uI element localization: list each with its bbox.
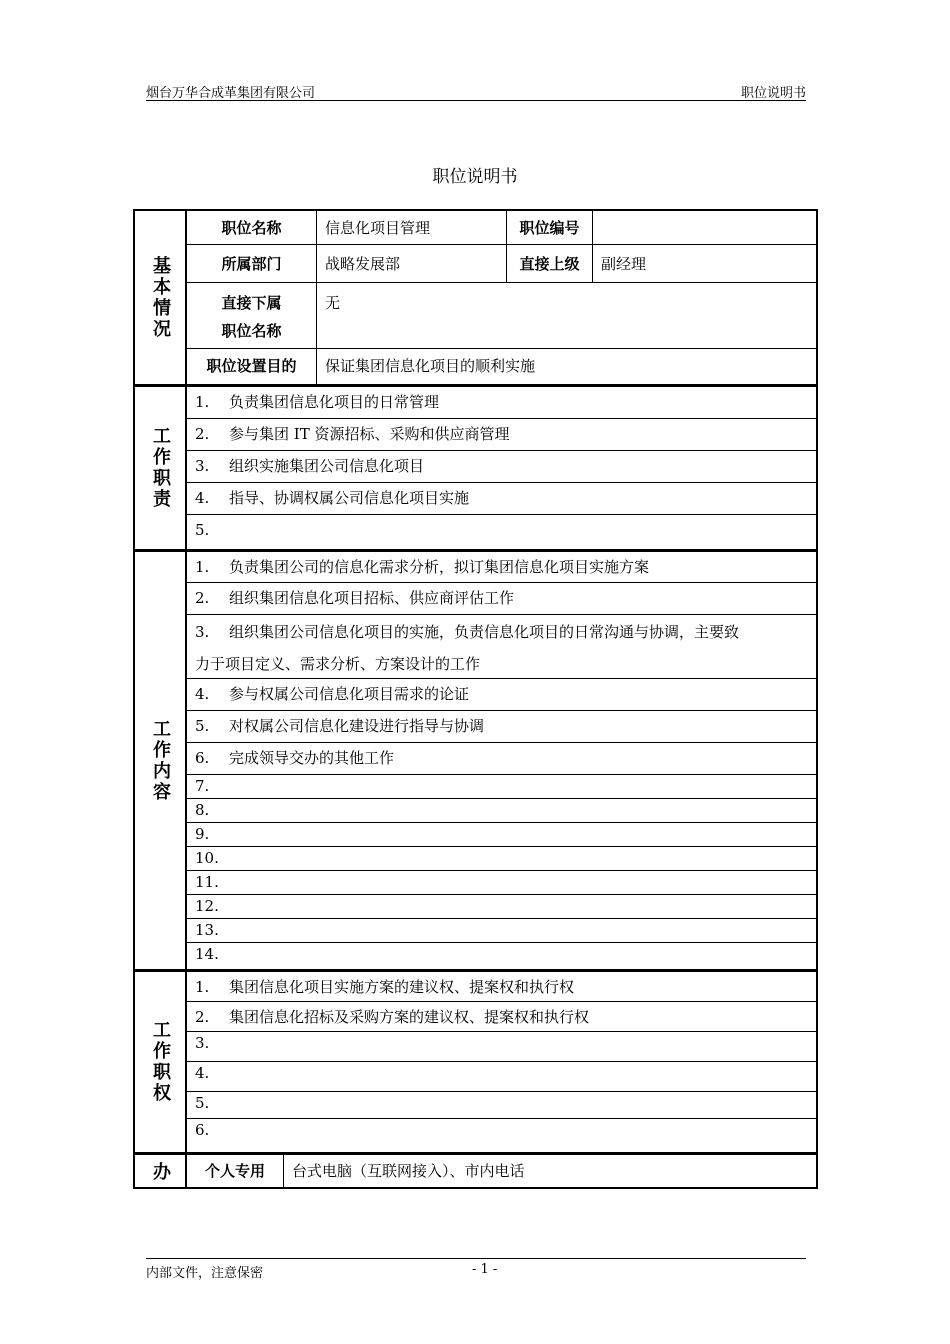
content-item: 2. 组织集团信息化项目招标、供应商评估工作 [187, 583, 816, 615]
authority-item: 4. [187, 1062, 816, 1092]
authority-item: 5. [187, 1092, 816, 1119]
content-item: 3. 组织集团公司信息化项目的实施，负责信息化项目的日常沟通与协调，主要致 力于项目定义、需求分析、方案设计的工作 [187, 615, 816, 679]
authority-item: 6. [195, 1121, 210, 1139]
content-item: 6. 完成领导交办的其他工作 [187, 743, 816, 775]
authority-item: 1. 集团信息化项目实施方案的建议权、提案权和执行权 [187, 972, 816, 1002]
footer-note: 内部文件，注意保密 [146, 1266, 264, 1281]
duty-item: 3. 组织实施集团公司信息化项目 [187, 451, 816, 483]
content-item: 5. 对权属公司信息化建设进行指导与协调 [187, 711, 816, 743]
header-doc-type: 职位说明书 [740, 86, 806, 101]
subordinate-label: 直接下属 职位名称 [187, 283, 317, 348]
position-no-value [593, 211, 816, 244]
office-section [135, 1155, 816, 1189]
subordinate-row [187, 283, 816, 349]
content-item: 7. [187, 775, 816, 799]
duties-section [135, 387, 816, 549]
content-item: 10. [187, 847, 816, 871]
duty-item: 4. 指导、协调权属公司信息化项目实施 [187, 483, 816, 515]
subordinate-value: 无 [325, 294, 341, 312]
content-item: 14. [195, 945, 219, 963]
position-name-row [187, 211, 816, 245]
page-number: - 1 - [472, 1262, 498, 1277]
content-item: 9. [187, 823, 816, 847]
content-item: 13. [187, 919, 816, 943]
superior-value: 副经理 [601, 255, 647, 273]
content-item: 8. [187, 799, 816, 823]
authority-section [135, 972, 816, 1152]
content-item: 12. [187, 895, 816, 919]
content-item: 11. [187, 871, 816, 895]
basic-info-label: 基本情况 [135, 211, 187, 384]
superior-label: 直接上级 [507, 245, 593, 282]
purpose-label: 职位设置目的 [187, 349, 317, 384]
department-row [187, 245, 816, 283]
department-value: 战略发展部 [317, 245, 507, 282]
position-no-label: 职位编号 [507, 211, 593, 244]
page-header [146, 82, 806, 101]
office-personal-row [187, 1155, 816, 1189]
duties-label: 工作职责 [135, 387, 187, 549]
duty-item: 5. [195, 521, 210, 539]
authority-label: 工作职权 [135, 972, 187, 1152]
authority-item: 3. [187, 1032, 816, 1062]
duty-item: 1. 负责集团信息化项目的日常管理 [187, 387, 816, 419]
personal-use-value: 台式电脑（互联网接入）、市内电话 [292, 1162, 525, 1180]
position-name-value: 信息化项目管理 [317, 211, 507, 244]
content-item: 1. 负责集团公司的信息化需求分析，拟订集团信息化项目实施方案 [187, 552, 816, 583]
personal-use-label: 个人专用 [187, 1155, 284, 1189]
page-title: 职位说明书 [432, 167, 518, 187]
duty-item: 2. 参与集团 IT 资源招标、采购和供应商管理 [187, 419, 816, 451]
authority-item: 2. 集团信息化招标及采购方案的建议权、提案权和执行权 [187, 1002, 816, 1032]
purpose-value: 保证集团信息化项目的顺利实施 [325, 357, 536, 375]
job-description-table [133, 209, 818, 1189]
content-item: 4. 参与权属公司信息化项目需求的论证 [187, 679, 816, 711]
office-label: 办 [135, 1155, 187, 1189]
position-name-label: 职位名称 [187, 211, 317, 244]
purpose-row [187, 349, 816, 384]
department-label: 所属部门 [187, 245, 317, 282]
header-company: 烟台万华合成革集团有限公司 [146, 86, 316, 101]
page-footer [146, 1258, 806, 1279]
work-content-label: 工作内容 [135, 552, 187, 969]
basic-info-section [135, 211, 816, 384]
work-content-section [135, 552, 816, 969]
